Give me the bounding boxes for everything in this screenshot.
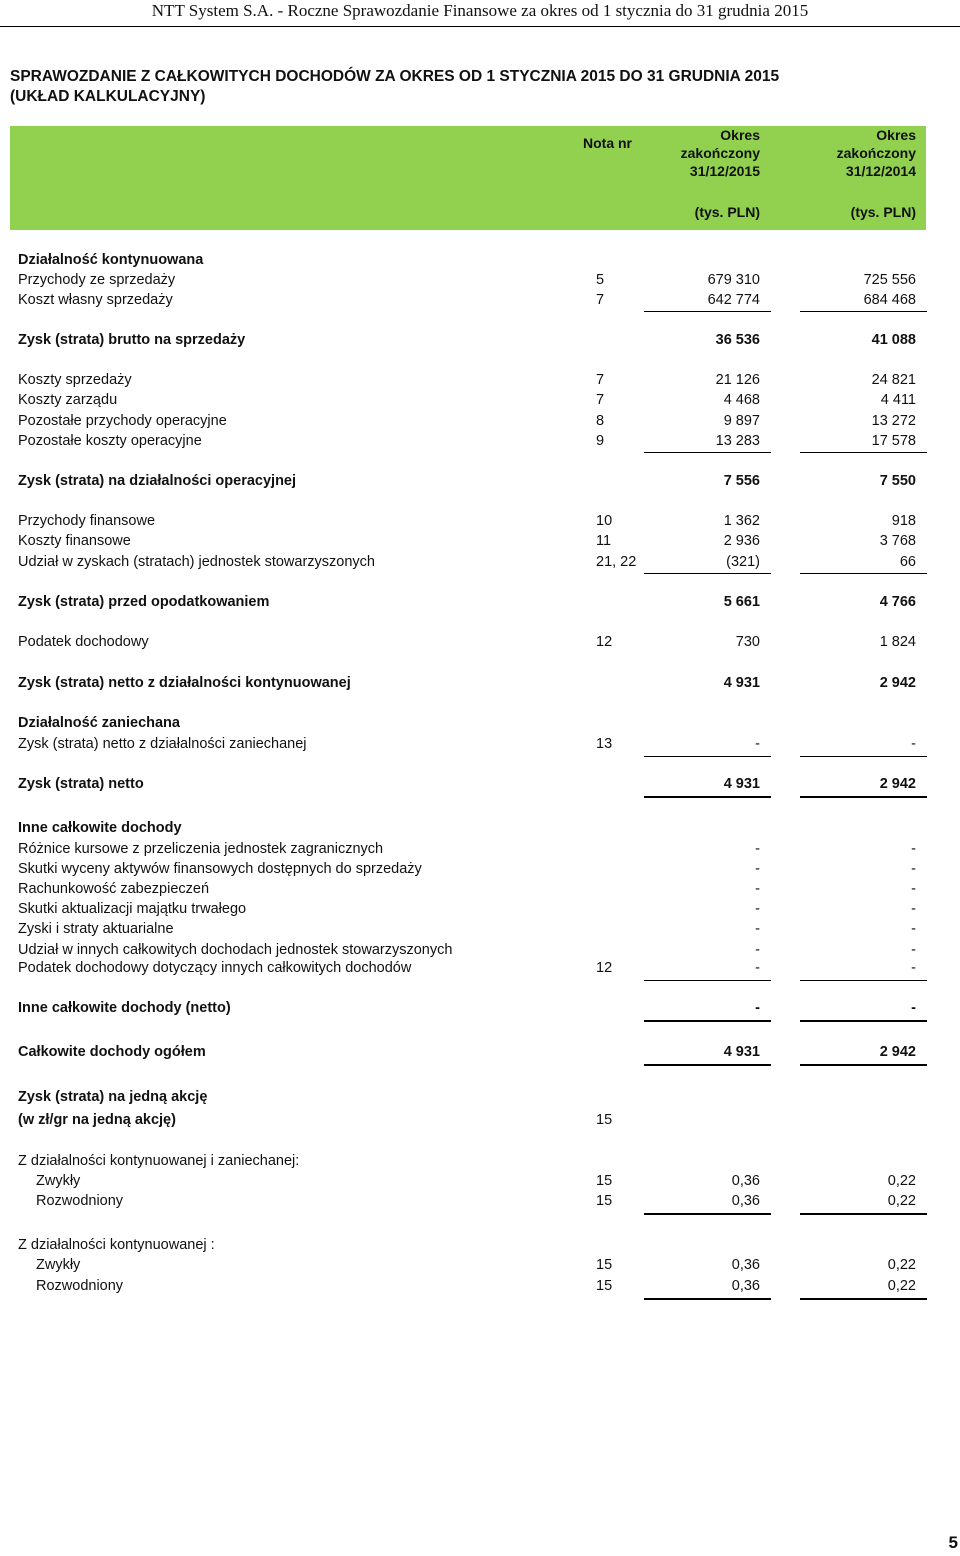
table-row: (w zł/gr na jedną akcję) 15 <box>18 1112 613 1128</box>
table-row: Koszt własny sprzedaży 7 642 774 684 468 <box>18 292 916 308</box>
col2-line2: zakończony <box>836 145 916 161</box>
table-row: Przychody ze sprzedaży 5 679 310 725 556 <box>18 272 916 288</box>
table-row: Zwykły 15 0,36 0,22 <box>36 1257 916 1273</box>
table-row: Pozostałe koszty operacyjne 9 13 283 17 578 <box>18 433 916 449</box>
subtotal-rule <box>800 311 927 312</box>
table-row: Rozwodniony 15 0,36 0,22 <box>36 1193 916 1209</box>
table-row: Koszty sprzedaży 7 21 126 24 821 <box>18 372 916 388</box>
table-row: Pozostałe przychody operacyjne 8 9 897 13 272 <box>18 413 916 429</box>
subtotal-rule <box>644 311 771 312</box>
table-row: Z działalności kontynuowanej : <box>18 1237 215 1253</box>
table-row: Inne całkowite dochody <box>18 820 182 836</box>
table-row: Zysk (strata) netto z działalności kontynuowanej 4 931 2 942 <box>18 675 916 691</box>
table-row: Zyski i straty aktuarialne - - <box>18 921 916 937</box>
table-row: Koszty finansowe 11 2 936 3 768 <box>18 533 916 549</box>
total-rule <box>644 1064 771 1066</box>
table-row: Rachunkowość zabezpieczeń - - <box>18 881 916 897</box>
table-row: Działalność kontynuowana <box>18 252 204 268</box>
subtotal-rule <box>800 756 927 757</box>
table-row: Skutki wyceny aktywów finansowych dostępnych do sprzedaży - - <box>18 861 916 877</box>
col1-line3: 31/12/2015 <box>689 163 760 179</box>
table-row: Zysk (strata) netto 4 931 2 942 <box>18 776 916 792</box>
title-line-1: SPRAWOZDANIE Z CAŁKOWITYCH DOCHODÓW ZA OKRES OD 1 STYCZNIA 2015 DO 31 GRUDNIA 2015 <box>10 68 780 85</box>
subtotal-rule <box>644 980 771 981</box>
table-row: Całkowite dochody ogółem 4 931 2 942 <box>18 1044 916 1060</box>
total-rule <box>644 796 771 798</box>
note-column-header: Nota nr <box>583 135 632 151</box>
table-row: Zwykły 15 0,36 0,22 <box>36 1173 916 1189</box>
table-row: Zysk (strata) przed opodatkowaniem 5 661 4 766 <box>18 594 916 610</box>
subtotal-rule <box>644 573 771 574</box>
unit-2014: (tys. PLN) <box>850 204 916 220</box>
col1-line1: Okres <box>720 127 760 143</box>
table-row: Przychody finansowe 10 1 362 918 <box>18 513 916 529</box>
total-rule <box>800 1213 927 1215</box>
total-rule <box>644 1020 771 1022</box>
col2-line1: Okres <box>876 127 916 143</box>
table-row: Zysk (strata) na jedną akcję <box>18 1089 208 1105</box>
subtotal-rule <box>644 756 771 757</box>
table-row: Zysk (strata) na działalności operacyjnej 7 556 7 550 <box>18 473 916 489</box>
table-row: Udział w innych całkowitych dochodach jednostek stowarzyszonych - - <box>18 942 916 958</box>
table-row: Różnice kursowe z przeliczenia jednostek zagranicznych - - <box>18 841 916 857</box>
unit-2015: (tys. PLN) <box>694 204 760 220</box>
col2-line3: 31/12/2014 <box>845 163 916 179</box>
total-rule <box>800 1064 927 1066</box>
subtotal-rule <box>800 980 927 981</box>
table-row: Z działalności kontynuowanej i zaniechanej: <box>18 1153 300 1169</box>
subtotal-rule <box>800 452 927 453</box>
table-row: Udział w zyskach (stratach) jednostek stowarzyszonych 21, 22 (321) 66 <box>18 554 916 570</box>
total-rule <box>644 1213 771 1215</box>
page-number: 5 <box>948 1533 958 1552</box>
table-row: Rozwodniony 15 0,36 0,22 <box>36 1278 916 1294</box>
table-row: Podatek dochodowy dotyczący innych całkowitych dochodów 12 - - <box>18 960 916 976</box>
subtotal-rule <box>644 452 771 453</box>
table-row: Koszty zarządu 7 4 468 4 411 <box>18 392 916 408</box>
table-row: Zysk (strata) brutto na sprzedaży 36 536 41 088 <box>18 332 916 348</box>
total-rule <box>800 796 927 798</box>
total-rule <box>800 1298 927 1300</box>
subtotal-rule <box>800 573 927 574</box>
total-rule <box>800 1020 927 1022</box>
table-row: Skutki aktualizacji majątku trwałego - - <box>18 901 916 917</box>
table-row: Podatek dochodowy 12 730 1 824 <box>18 634 916 650</box>
table-row: Działalność zaniechana <box>18 715 180 731</box>
table-row: Inne całkowite dochody (netto) - - <box>18 1000 916 1016</box>
table-row: Zysk (strata) netto z działalności zaniechanej 13 - - <box>18 736 916 752</box>
col1-line2: zakończony <box>680 145 760 161</box>
title-line-2: (UKŁAD KALKULACYJNY) <box>10 88 206 105</box>
page-header: NTT System S.A. - Roczne Sprawozdanie Finansowe za okres od 1 stycznia do 31 grudnia 2015 <box>151 1 809 20</box>
total-rule <box>644 1298 771 1300</box>
